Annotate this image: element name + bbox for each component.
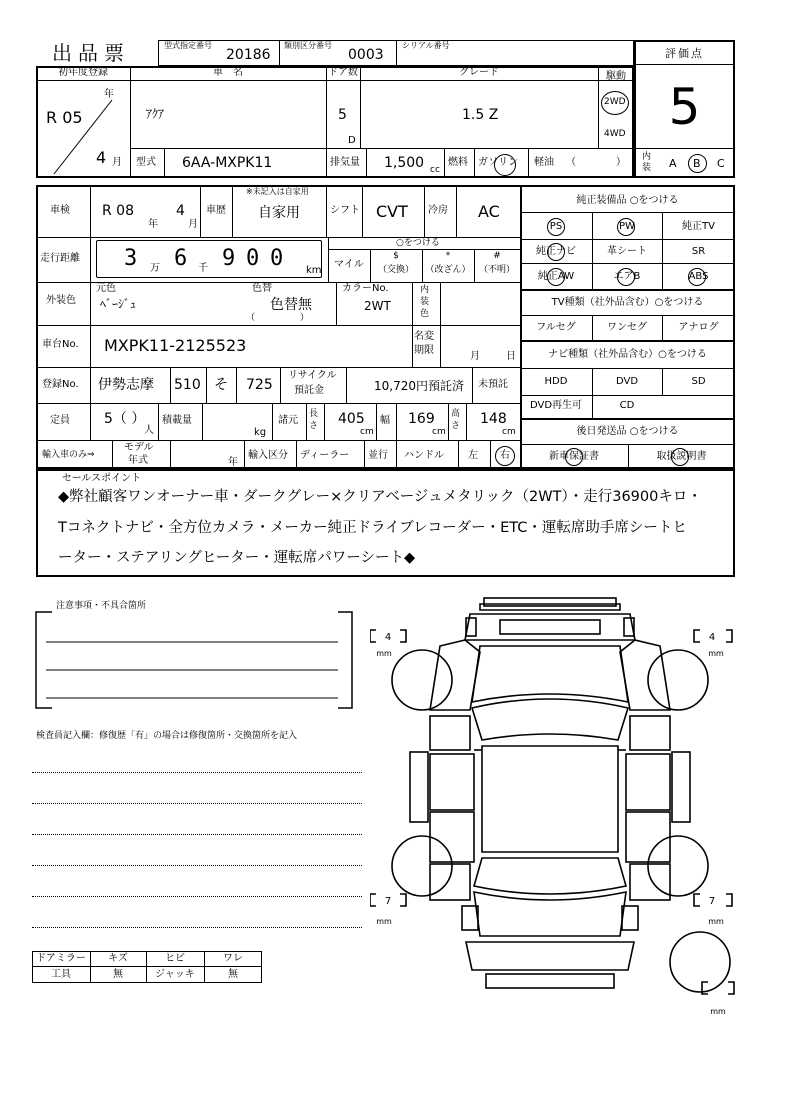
equip-airbag-circle [617, 268, 635, 286]
interior-opt-b: B [693, 157, 701, 170]
history-value: 自家用 [258, 205, 300, 221]
mileage-label: 走行距離 [40, 253, 80, 264]
fuel-gasoline-circle [494, 154, 516, 176]
mileage-km-unit: km [306, 265, 322, 276]
shift-value: CVT [376, 202, 408, 221]
equip-navi: 純正ナビ [536, 246, 576, 257]
sales-point-line-1: ◆弊社顧客ワンオーナー車・ダークグレー×クリアベージュメタリック（2WT）・走行36900キロ・ [58, 489, 702, 505]
grade-value: 1.5 Z [462, 107, 499, 123]
repaint-paren: （ ） [246, 313, 310, 323]
mileage-sen-mark: 千 [198, 263, 208, 274]
mile-label: マイル [334, 259, 364, 270]
height-label: 高さ [451, 409, 461, 431]
int-color-label-3: 色 [420, 309, 430, 319]
type-cert-label: 型式指定番号 [164, 41, 212, 50]
table-mirror: ドアミラー [36, 953, 86, 964]
navi-sd: SD [691, 376, 706, 387]
import-label: 輸入車のみ⇒ [42, 450, 95, 460]
load-unit: kg [254, 427, 267, 438]
drive-label: 駆動 [606, 71, 626, 82]
transfer-label-2: 期限 [414, 345, 434, 356]
model-label: 型式 [136, 157, 156, 168]
first-reg-month: 4 [96, 148, 107, 167]
spec-label: 諸元 [278, 415, 298, 426]
height-value: 148 [480, 411, 507, 427]
tire-fr-unit: mm [708, 649, 724, 658]
table-crack: ヒビ [165, 953, 185, 964]
chassis-label: 車台No. [42, 339, 79, 350]
tire-rl-value: 7 [384, 896, 392, 907]
width-label: 幅 [380, 415, 390, 426]
capacity-label: 定員 [50, 415, 70, 426]
docs-header: 後日発送品 ○をつける [576, 426, 679, 437]
equip-airbag: エアB [613, 271, 641, 282]
inspection-month-mark: 月 [188, 219, 198, 230]
mile-modified-sym: * [445, 251, 451, 261]
table-break: ワレ [223, 953, 243, 964]
displacement-value: 1,500 [384, 155, 425, 171]
equip-navi-circle [547, 243, 565, 261]
int-color-label-1: 内 [420, 285, 430, 295]
first-reg-era: R 05 [46, 108, 83, 127]
equip-pw-circle [617, 218, 635, 236]
mileage-digit-3: 9 [222, 246, 236, 271]
inspection-value: R 08 [102, 203, 134, 219]
equip-tv: 純正TV [682, 221, 715, 232]
tv-oneseg: ワンセグ [607, 322, 647, 333]
interior-label: 内 [642, 152, 652, 162]
model-year-label-2: 年式 [128, 455, 148, 466]
class-value: 0003 [348, 47, 384, 63]
navi-cd: CD [619, 400, 635, 411]
history-note: ※未記入は自家用 [246, 187, 309, 196]
interior-opt-a: A [669, 157, 677, 170]
shift-label: シフト [330, 205, 360, 216]
width-value: 169 [408, 411, 435, 427]
inspection-year-mark: 年 [148, 219, 158, 230]
orig-color-value: ﾍﾞｰｼﾞｭ [100, 297, 137, 311]
color-label: 外装色 [46, 295, 76, 306]
handle-label: ハンドル [404, 450, 444, 461]
load-label: 積載量 [162, 415, 192, 426]
transfer-day-mark: 日 [506, 351, 516, 362]
import-parallel: 並行 [368, 450, 388, 461]
reg-label: 登録No. [42, 379, 79, 390]
fuel-other: （ ） [566, 157, 626, 168]
recycle-label-1: リサイクル [288, 370, 337, 381]
inspection-month: 4 [176, 203, 185, 219]
tire-fl-unit: mm [376, 649, 392, 658]
mileage-man-mark: 万 [150, 263, 160, 274]
defects-label: 注意事項・不具合箇所 [56, 601, 147, 611]
inspection-label: 車検 [50, 205, 70, 216]
car-damage-diagram [370, 590, 750, 1030]
fuel-diesel: 軽油 [534, 157, 554, 168]
length-unit: cm [360, 427, 374, 437]
drive-4wd: 4WD [604, 129, 626, 139]
equip-sr: SR [691, 246, 706, 257]
equip-ps: PS [549, 221, 563, 232]
length-label: 長さ [309, 409, 319, 431]
equip-aw: 純正AW [537, 271, 575, 282]
model-year-label-1: モデル [124, 442, 154, 453]
equip-leather: 革シート [607, 246, 647, 257]
door-suffix: D [348, 135, 356, 146]
color-no-value: 2WT [364, 299, 391, 313]
tire-rr-unit: mm [708, 917, 724, 926]
mile-unknown: （不明） [478, 265, 515, 275]
table-jack: ジャッキ [155, 969, 195, 980]
drive-2wd: 2WD [604, 97, 626, 107]
handle-left: 左 [468, 450, 478, 461]
mile-exchange: （交換） [377, 265, 414, 275]
mileage-digit-5: 0 [270, 246, 284, 271]
navi-dvd-play: DVD再生可 [529, 400, 583, 411]
page-title: 出品票 [52, 41, 130, 65]
import-type-label: 輸入区分 [248, 450, 288, 461]
tire-spare-unit: mm [710, 1007, 726, 1016]
equip-abs-circle [688, 268, 706, 286]
handle-right-circle [495, 446, 515, 466]
tire-fr-value: 4 [708, 632, 716, 643]
docs-manual-circle [671, 448, 689, 466]
mileage-digit-1: 3 [124, 246, 138, 271]
displacement-label: 排気量 [330, 157, 360, 168]
equip-abs: ABS [688, 271, 709, 282]
int-color-label-2: 装 [420, 297, 430, 307]
interior-opt-c: C [717, 157, 725, 170]
mile-check-label: ○をつける [396, 238, 440, 248]
first-reg-label: 初年度登録 [58, 67, 108, 78]
car-name-value: ｱｸｱ [146, 107, 165, 121]
grade-label: グレード [459, 67, 499, 78]
ac-value: AC [478, 202, 500, 221]
reg-number: 725 [246, 377, 273, 393]
defects-bracket [30, 606, 360, 716]
first-reg-diagonal [36, 80, 130, 178]
tv-fullseg: フルセグ [536, 322, 576, 333]
inspector-label: 検査員記入欄：修復歴「有」の場合は修復箇所・交換箇所を記入 [36, 731, 298, 741]
transfer-month-mark: 月 [470, 351, 480, 362]
fuel-gasoline: ガソリン [478, 157, 518, 168]
recycle-value: 10,720円預託済 [374, 379, 464, 393]
repaint-value: 色替無 [270, 297, 312, 313]
reg-area: 伊勢志摩 [98, 377, 154, 393]
drive-2wd-circle [601, 91, 629, 115]
model-year-unit: 年 [228, 457, 238, 468]
import-dealer: ディーラー [300, 450, 350, 461]
door-label: ドア数 [328, 67, 358, 78]
recycle-label-2: 預託金 [294, 385, 324, 396]
navi-header: ナビ種類（社外品含む）○をつける [548, 349, 707, 360]
equip-pw: PW [619, 221, 635, 232]
ac-label: 冷房 [428, 205, 448, 216]
capacity-value: 5（ ） [104, 411, 146, 427]
width-unit: cm [432, 427, 446, 437]
length-value: 405 [338, 411, 365, 427]
docs-manual: 取扱説明書 [656, 451, 707, 462]
tv-header: TV種類（社外品含む）○をつける [551, 297, 704, 308]
tv-analog: アナログ [678, 322, 719, 333]
interior-b-circle [688, 154, 707, 173]
equip-ps-circle [547, 218, 565, 236]
docs-warranty-circle [565, 448, 583, 466]
first-reg-month-mark: 月 [112, 157, 122, 168]
transfer-label-1: 名変 [414, 331, 434, 342]
equipment-header: 純正装備品 ○をつける [576, 195, 679, 206]
table-scratch: キズ [108, 953, 128, 964]
capacity-unit: 人 [144, 425, 154, 436]
type-cert-value: 20186 [226, 47, 271, 63]
score-value: 5 [668, 78, 701, 136]
door-value: 5 [338, 107, 347, 123]
first-reg-year-mark: 年 [104, 89, 114, 100]
mile-unknown-sym: # [493, 251, 501, 261]
score-label: 評価点 [665, 47, 704, 60]
tire-rl-unit: mm [376, 917, 392, 926]
car-name-label: 車 名 [213, 67, 243, 78]
chassis-value: MXPK11-2125523 [104, 336, 247, 355]
navi-dvd: DVD [615, 376, 639, 387]
reg-class: 510 [174, 377, 201, 393]
orig-color-label: 元色 [96, 283, 116, 294]
sales-point-line-3: ーター・ステアリングヒーター・運転席パワーシート◆ [58, 550, 416, 566]
sales-point-label: セールスポイント [62, 473, 142, 484]
class-label: 類別区分番号 [284, 41, 332, 50]
mile-exchange-sym: $ [393, 251, 399, 261]
tire-fl-value: 4 [384, 632, 392, 643]
serial-label: シリアル番号 [402, 41, 450, 50]
tire-rr-value: 7 [708, 896, 716, 907]
color-no-label: カラーNo. [342, 283, 389, 294]
recycle-unpaid: 未預託 [478, 379, 508, 390]
mileage-digit-4: 0 [246, 246, 260, 271]
mile-modified: （改ざん） [425, 265, 471, 275]
mileage-digit-2: 6 [174, 246, 188, 271]
interior-label-2: 装 [642, 163, 652, 173]
table-tools: 工具 [51, 969, 71, 980]
height-unit: cm [502, 427, 516, 437]
history-label: 車歴 [206, 205, 226, 216]
table-jack-value: 無 [228, 969, 238, 980]
reg-kana: そ [214, 377, 228, 393]
repaint-label: 色替 [252, 283, 272, 294]
table-tools-value: 無 [113, 969, 123, 980]
model-value: 6AA-MXPK11 [182, 155, 273, 171]
sales-point-line-2: Tコネクトナビ・全方位カメラ・メーカー純正ドライブレコーダー・ETC・運転席助手席シートヒ [58, 520, 687, 536]
navi-hdd: HDD [544, 376, 568, 387]
handle-right: 右 [500, 450, 510, 461]
fuel-label: 燃料 [448, 157, 468, 168]
displacement-unit: cc [430, 165, 440, 175]
docs-warranty: 新車保証書 [549, 451, 599, 462]
equip-aw-circle [547, 268, 565, 286]
